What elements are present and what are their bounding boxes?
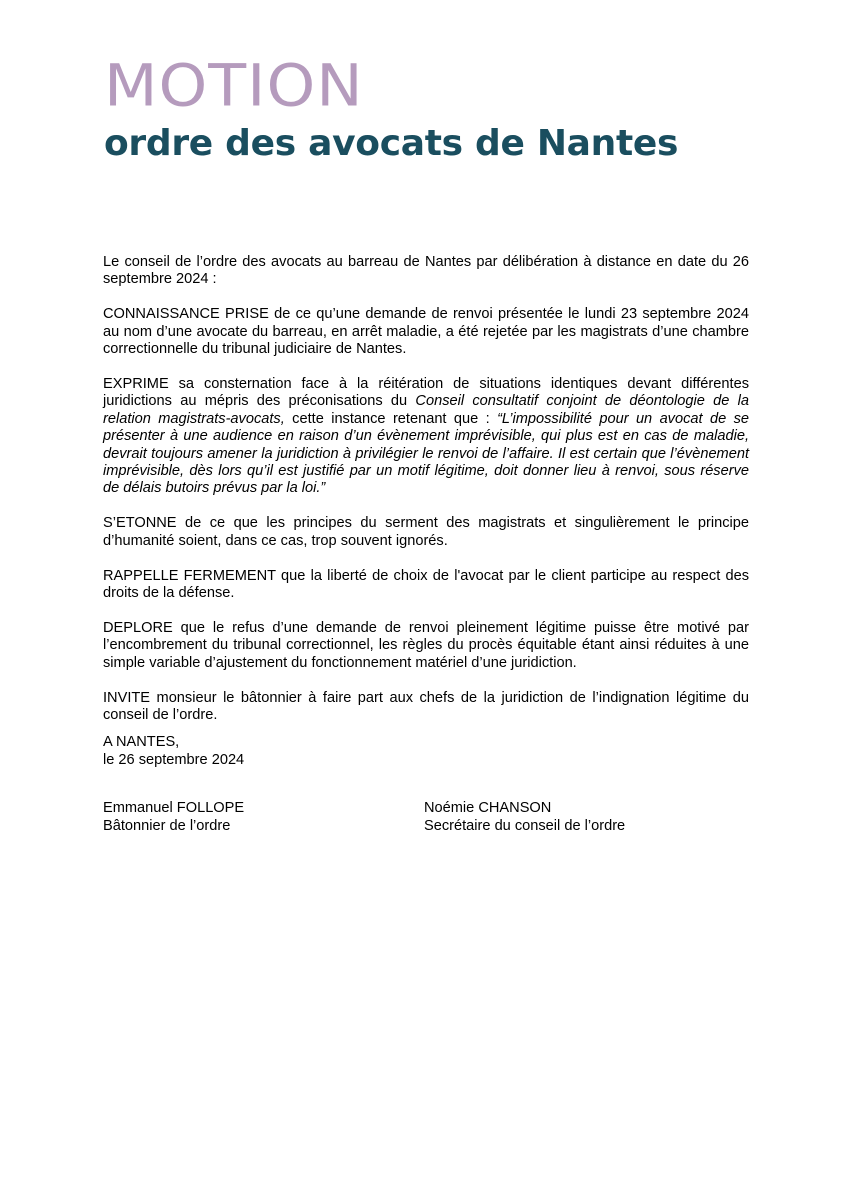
paragraph-text: de ce qu’une demande de renvoi présentée le lundi 23 septembre 2024 au nom d’une avocate du barreau, en arrêt maladie, a été rejetée par les magistrats d’une chambre correctionnelle du tribunal judiciaire de Nantes. (103, 306, 749, 358)
place-and-date (103, 734, 244, 769)
paragraph-text: que le refus d’une demande de renvoi pleinement légitime puisse être motivé par l’encombrement du tribunal correctionnel, les règles du procès équitable étant ainsi réduites à une simple variable d’ajustement du fonctionnement matériel d’une juridiction. (103, 620, 749, 671)
document-subtitle: ordre des avocats de Nantes (104, 123, 679, 164)
paragraph-text: monsieur le bâtonnier à faire part aux chefs de la juridiction de l’indignation légitime du conseil de l’ordre. (103, 689, 749, 724)
paragraph-keyword: INVITE (103, 689, 151, 706)
paragraph-keyword: EXPRIME (103, 376, 169, 393)
paragraph-text: sa consternation face à la réitération de situations identiques devant différentes juridictions au mépris des préconisations du (103, 376, 749, 410)
date: le 26 septembre 2024 (103, 751, 245, 768)
signatory-role: Secrétaire du conseil de l’ordre (424, 817, 626, 834)
paragraph-etonne (103, 515, 749, 550)
paragraph-keyword: CONNAISSANCE PRISE (103, 306, 269, 323)
signatory-role: Bâtonnier de l’ordre (103, 817, 231, 834)
paragraph-deplore (103, 620, 749, 672)
document-title: MOTION (104, 51, 364, 120)
paragraph-keyword: RAPPELLE FERMEMENT (103, 567, 276, 584)
paragraph-rappelle (103, 568, 749, 603)
council-name: Conseil consultatif conjoint de déontologie de la relation magistrats-avocats, (103, 393, 749, 427)
paragraph-invite (103, 690, 749, 725)
paragraph-text: que la liberté de choix de l'avocat par le client participe au respect des droits de la défense. (103, 567, 749, 602)
signature-left (103, 800, 244, 835)
paragraph-text: de ce que les principes du serment des magistrats et singulièrement le principe d’humanité soient, dans ce cas, trop souvent ignorés. (103, 515, 749, 549)
signatory-name: Emmanuel FOLLOPE (103, 800, 245, 816)
place: A NANTES, (103, 734, 180, 750)
motion-body (103, 254, 749, 742)
signatory-name: Noémie CHANSON (424, 800, 552, 816)
paragraph-exprime (103, 376, 749, 498)
paragraph-keyword: S’ETONNE (103, 515, 177, 532)
paragraph-connaissance (103, 306, 749, 358)
paragraph-keyword: DEPLORE (103, 620, 173, 636)
quotation: “L’impossibilité pour un avocat de se présenter à une audience en raison d’un évènement imprévisible, qui plus est en cas de maladie, devrait toujours amener la juridiction à privilégier le renvoi de l’affaire. Il est certain que l’évènement imprévisible, dès lors qu’il est justifié par un motif légitime, doit donner lieu à renvoi, sous réserve de délais butoirs prévus par la loi.” (103, 410, 749, 497)
paragraph-text: cette instance retenant que : (284, 410, 498, 427)
intro-paragraph: Le conseil de l’ordre des avocats au barreau de Nantes par délibération à distance en date du 26 septembre 2024 : (103, 254, 749, 288)
signature-right (424, 800, 625, 835)
